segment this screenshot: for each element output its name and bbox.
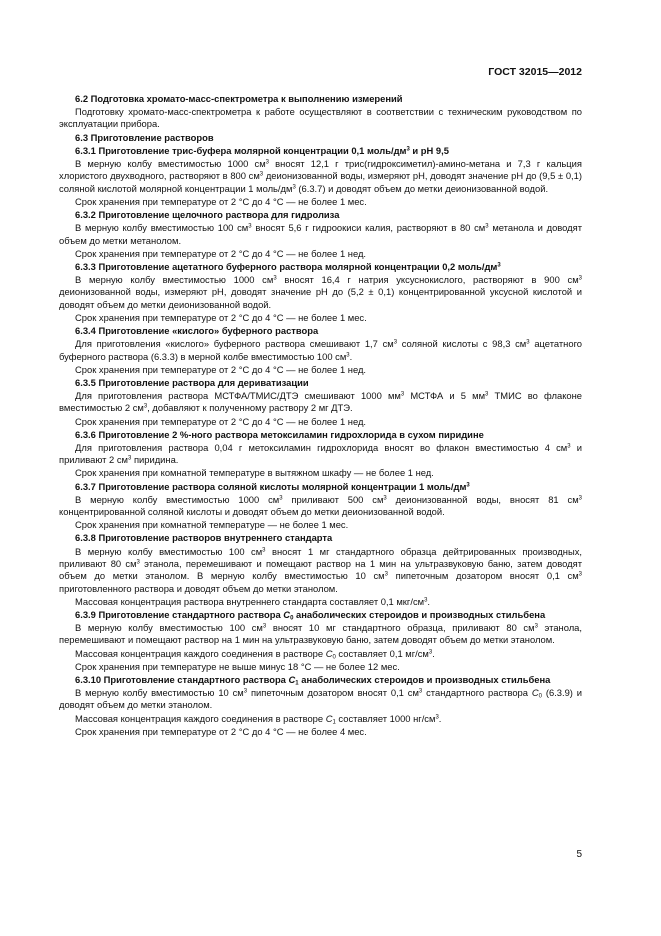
section-heading: 6.3.9 Приготовление стандартного раствора $С_0$ анаболических стероидов и производных стильбена — [75, 608, 546, 622]
document-header: ГОСТ 32015—2012 — [488, 66, 582, 78]
section-heading: 6.3.5 Приготовление раствора для дериватизации — [75, 376, 309, 388]
section-heading: 6.3.10 Приготовление стандартного раствора $С_1$ анаболических стероидов и производных стильбена — [75, 673, 551, 687]
section-heading: 6.3.7 Приготовление раствора соляной кислоты молярной концентрации 1 моль/$дм^3$ — [75, 480, 470, 492]
page-number: 5 — [576, 849, 582, 860]
paragraph: Для приготовления «кислого» буферного раствора смешивают 1,7 $см^3$ соляной кислоты с 98,3 $см^3$ ацетатного буферного раствора (6.3.3) в мерной колбе вместимостью 100 $см^3$. — [59, 338, 583, 362]
paragraph: Срок хранения при температуре от 2 °С до 4 °С — не более 1 нед. — [75, 363, 367, 375]
section-heading: 6.2 Подготовка хромато-масс-спектрометра к выполнению измерений — [75, 93, 403, 104]
paragraph: В мерную колбу вместимостью 100 $см^3$ вносят 10 мг стандартного образца, приливают 80 $см^3$ этанола, перемешивают и помещают раствор на 1 мин на ультразвуковую баню, затем доводят объем до метки этанолом. — [59, 622, 583, 646]
section-heading: 6.3.1 Приготовление трис-буфера молярной концентрации 0,1 моль/$дм^3$ и pH 9,5 — [75, 144, 449, 156]
paragraph: Срок хранения при температуре от 2 °С до 4 °С — не более 1 нед. — [75, 415, 367, 427]
paragraph: Срок хранения при температуре от 2 °С до 4 °С — не более 1 нед. — [75, 247, 367, 259]
paragraph: Массовая концентрация каждого соединения в растворе $С_0$ составляет 0,1 $мг/см^3$. — [75, 647, 435, 661]
paragraph: Массовая концентрация раствора внутреннего стандарта составляет 0,1 мкг/$см^3$. — [75, 595, 431, 607]
paragraph: Срок хранения при температуре не выше минус 18 °С — не более 12 мес. — [75, 660, 400, 672]
paragraph: Срок хранения при температуре от 2 °С до 4 °С — не более 1 мес. — [75, 195, 367, 207]
paragraph: Срок хранения при температуре от 2 °С до 4 °С — не более 4 мес. — [75, 725, 367, 737]
paragraph: Для приготовления раствора МСТФА/ТМИС/ДТЭ смешивают 1000 $мм^3$ МСТФА и 5 $мм^3$ ТМИС во флаконе вместимостью 2 $см^3$, добавляют к полученному раствору 2 мг ДТЭ. — [59, 390, 583, 414]
paragraph: В мерную колбу вместимостью 10 $см^3$ пипеточным дозатором вносят 0,1 $см^3$ стандартного раствора $С_0$ (6.3.9) и доводят объем до метки этанолом. — [59, 687, 583, 711]
paragraph: Срок хранения при температуре от 2 °С до 4 °С — не более 1 мес. — [75, 311, 367, 323]
section-heading: 6.3.3 Приготовление ацетатного буферного раствора молярной концентрации 0,2 моль/$дм^3$ — [75, 260, 501, 272]
paragraph: Срок хранения при комнатной температуре в вытяжном шкафу — не более 1 нед. — [75, 467, 434, 479]
paragraph: Для приготовления раствора 0,04 г метоксиламин гидрохлорида вносят во флакон вместимостью 4 $см^3$ и приливают 2 $см^3$ пиридина. — [59, 441, 582, 466]
section-heading: 6.3.6 Приготовление 2 %-ного раствора метоксиламин гидрохлорида в сухом пиридине — [75, 428, 484, 440]
section-heading: 6.3 Приготовление растворов — [75, 131, 214, 143]
document-body — [59, 93, 582, 739]
paragraph: В мерную колбу вместимостью 100 $см^3$ вносят 1 мг стандартного образца дейтрированных производных, приливают 80 $см^3$ этанола, перемешивают и помещают раствор на 1 мин на ультразвуковую баню, затем доводят объем до метки этанолом. В мерную колбу вместимостью 10 $см^3$ пипеточным дозатором вносят 0,1 $см^3$ приготовленного раствора и доводят объем до метки этанолом. — [59, 545, 583, 594]
paragraph: Подготовку хромато-масс-спектрометра к работе осуществляют в соответствии с техническим руководством по эксплуатации прибора. — [59, 106, 582, 130]
paragraph: В мерную колбу вместимостью 1000 $см^3$ приливают 500 $см^3$ деионизованной воды, вносят 81 $см^3$ концентрированной соляной кислоты и доводят объем до метки деионизованной водой. — [59, 493, 582, 518]
section-heading: 6.3.4 Приготовление «кислого» буферного раствора — [75, 325, 319, 337]
section-heading: 6.3.2 Приготовление щелочного раствора для гидролиза — [75, 209, 340, 221]
paragraph: Срок хранения при комнатной температуре — не более 1 мес. — [75, 519, 349, 531]
paragraph: Массовая концентрация каждого соединения в растворе $С_1$ составляет 1000 $нг/см^3$. — [75, 712, 442, 726]
paragraph: В мерную колбу вместимостью 100 $см^3$ вносят 5,6 г гидроокиси калия, растворяют в 80 $см^3$ метанола и доводят объем до метки метанолом. — [59, 222, 583, 246]
paragraph: В мерную колбу вместимостью 1000 $см^3$ вносят 12,1 г трис(гидроксиметил)-амино-метана и 7,3 г кальция хлористого двухводного, растворяют в 800 $см^3$ деионизованной воды, измеряют pH, доводят значение pH до (9,5 ± 0,1) соляной кислотой молярной концентрации 1 моль/$дм^3$ (6.3.7) и доводят объем до метки деионизованной водой. — [59, 158, 582, 194]
section-heading: 6.3.8 Приготовление растворов внутреннего стандарта — [75, 532, 333, 544]
paragraph: В мерную колбу вместимостью 1000 $см^3$ вносят 16,4 г натрия уксуснокислого, растворяют в 900 $см^3$ деионизованной воды, измеряют pH, доводят значение pH до (5,2 ± 0,1) концентрированной уксусной кислотой и доводят объем до метки деионизованной водой. — [59, 274, 582, 310]
